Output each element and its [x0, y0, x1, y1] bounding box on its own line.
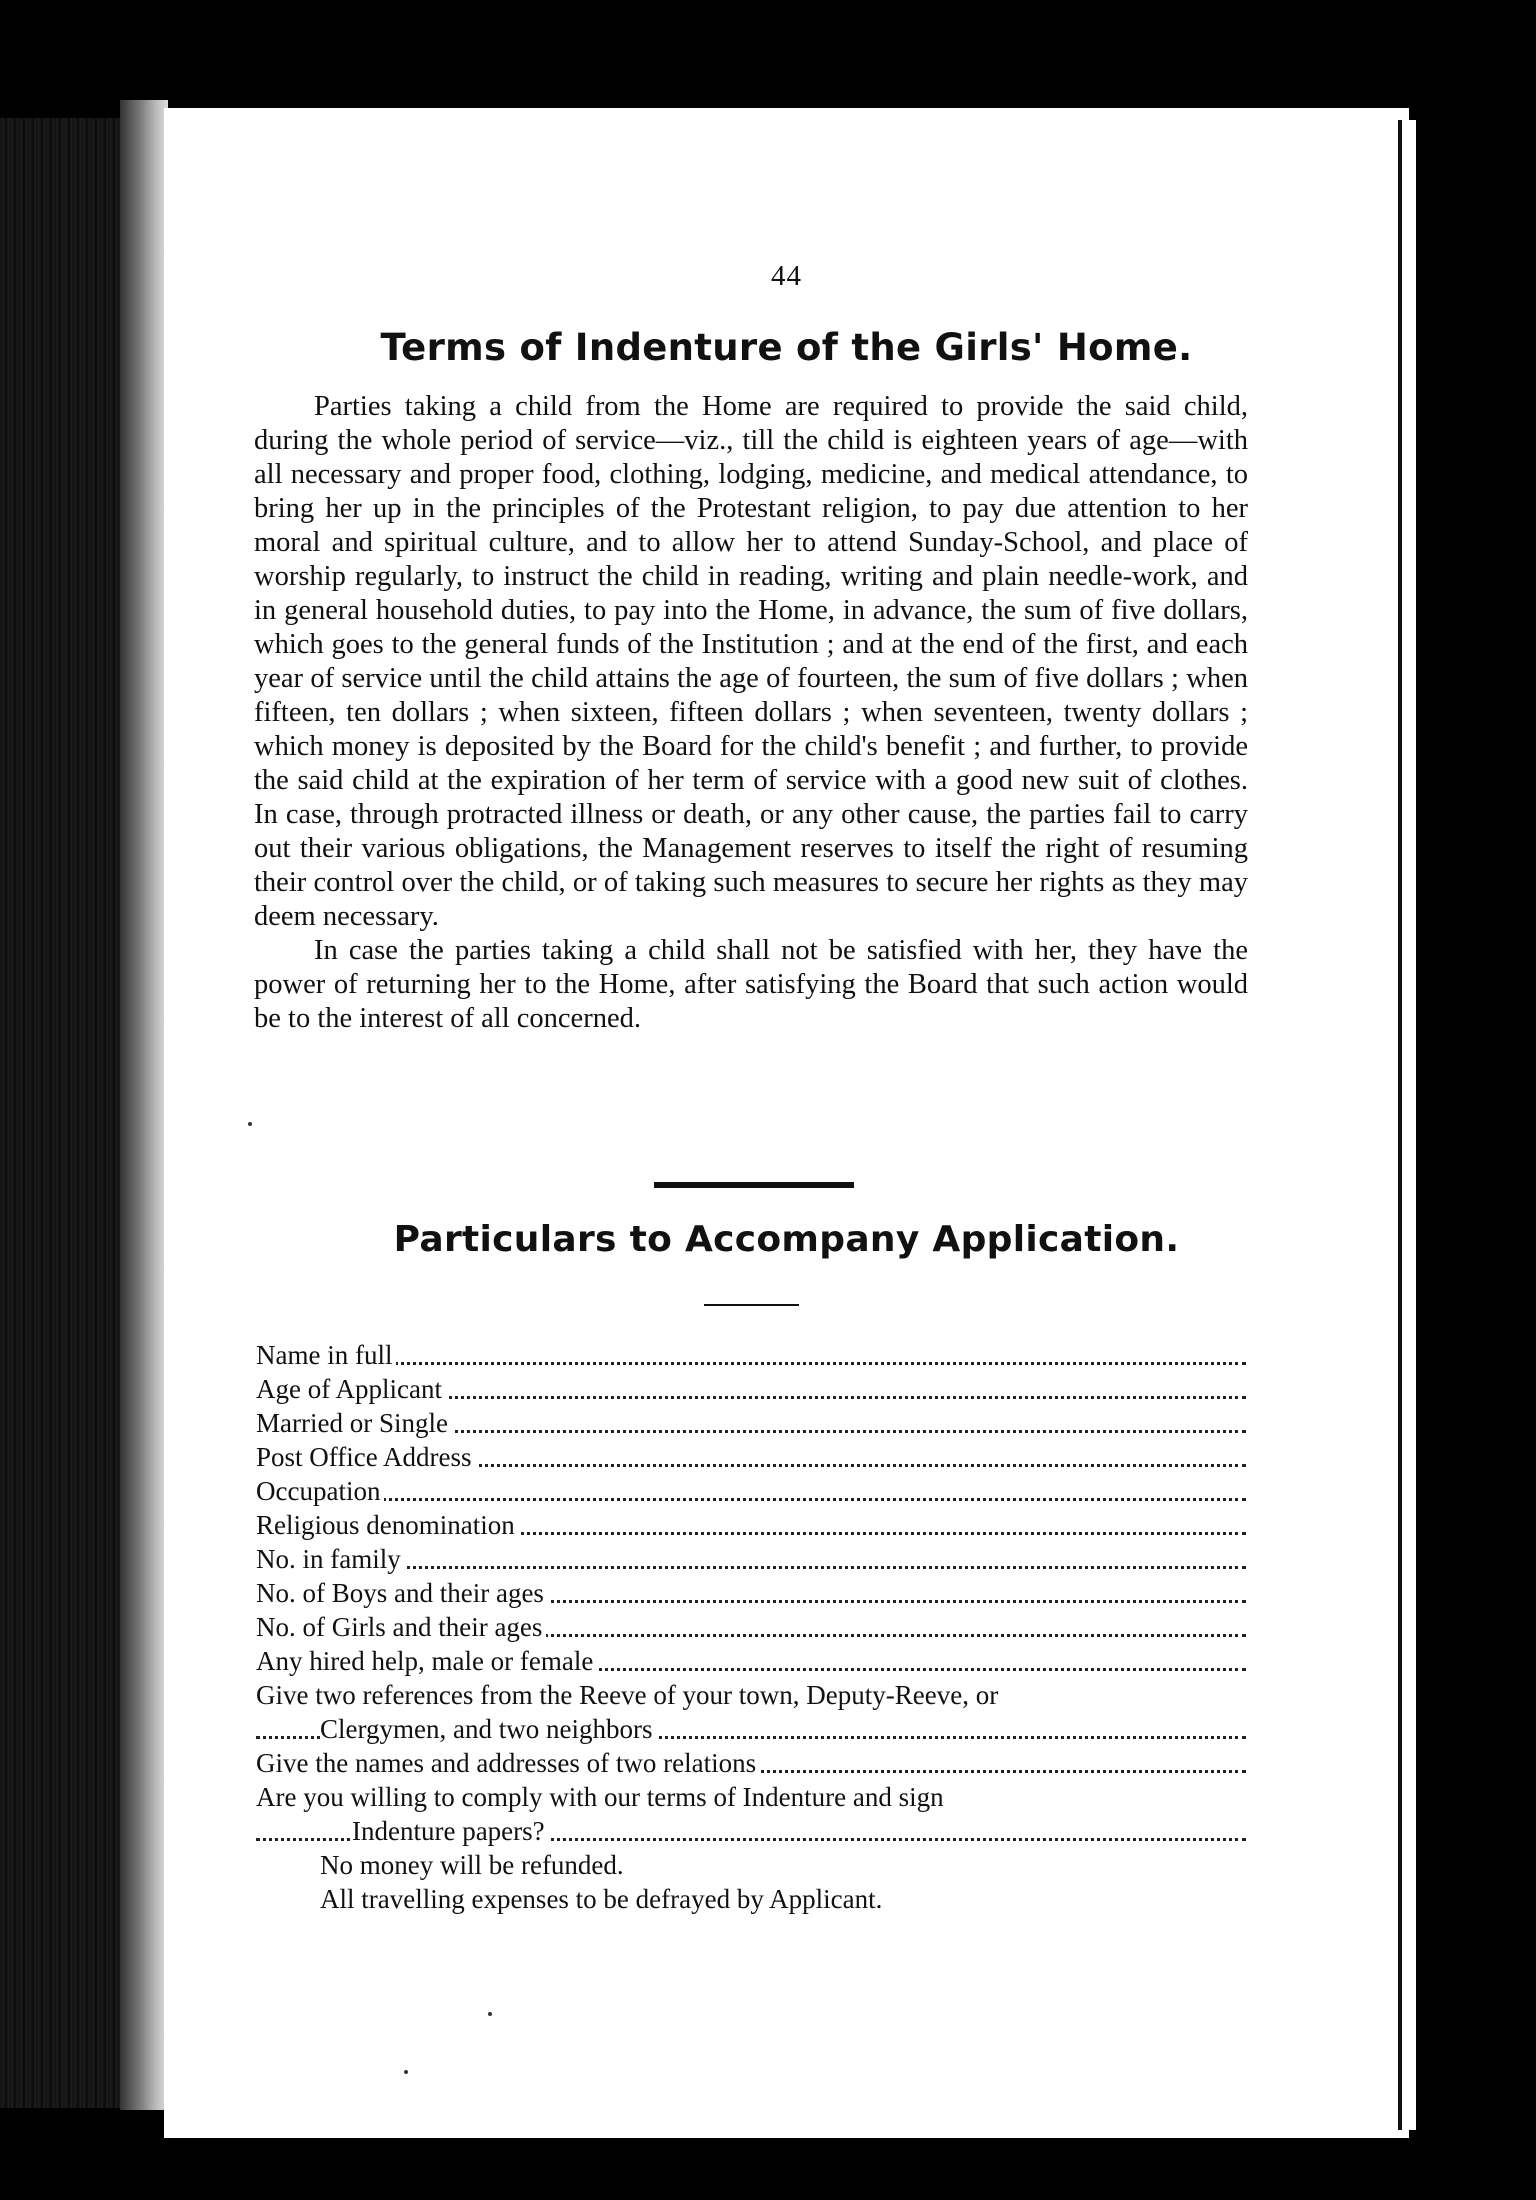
heading-underline-rule [704, 1304, 799, 1306]
section-divider-rule [654, 1182, 854, 1188]
application-particulars-form [256, 1338, 1246, 1916]
facing-page-edge [1398, 120, 1416, 2130]
form-field-indenture-consent-continued [256, 1814, 1246, 1848]
form-field-marital-status [256, 1406, 1246, 1440]
form-field-girls [256, 1610, 1246, 1644]
indenture-terms-text [254, 390, 1248, 1036]
form-field-family-size [256, 1542, 1246, 1576]
print-speck [248, 1122, 252, 1126]
form-field-label: Indenture papers? [352, 1816, 549, 1846]
form-field-label: Name in full [256, 1340, 396, 1370]
form-field-label: Married or Single [256, 1408, 452, 1438]
page-number: 44 [771, 260, 802, 292]
form-field-references-continued [256, 1712, 1246, 1746]
form-field-label: Are you willing to comply with our terms of Indenture and sign [256, 1782, 948, 1812]
form-field-label: No. of Boys and their ages [256, 1578, 548, 1608]
form-field-address [256, 1440, 1246, 1474]
page-stack-edge [120, 100, 168, 2110]
note-travel-expenses: All travelling expenses to be defrayed by Applicant. [320, 1884, 883, 1914]
form-field-hired-help [256, 1644, 1246, 1678]
indenture-paragraph-2: In case the parties taking a child shall not be satisfied with her, they have the power of returning her to the Home, after satisfying the Board that such action would be to the interest of all concerned. [254, 935, 1248, 1034]
form-field-label: Age of Applicant [256, 1374, 446, 1404]
form-field-boys [256, 1576, 1246, 1610]
indenture-paragraph-1: Parties taking a child from the Home are required to provide the said child, during the whole period of service—viz., till the child is eighteen years of age—with all necessary and proper food, clothing, lodging, medicine, and medical attendance, to bring her up in the principles of the Protestant religion, to pay due attention to her moral and spiritual culture, and to allow her to attend Sunday-School, and place of worship regularly, to instruct the child in reading, writing and plain needle-work, and in general household duties, to pay into the Home, in advance, the sum of five dollars, which goes to the general funds of the Institution ; and at the end of the first, and each year of service until the child attains the age of fourteen, the sum of five dollars ; when fifteen, ten dollars ; when sixteen, fifteen dollars ; when seventeen, twenty dollars ; which money is deposited by the Board for the child's benefit ; and further, to provide the said child at the expiration of her term of service with a good new suit of clothes. In case, through protracted illness or death, or any other cause, the parties fail to carry out their various obligations, the Management reserves to itself the right of resuming their control over the child, or of taking such measures to secure her rights as they may deem necessary. [254, 391, 1248, 932]
form-field-age [256, 1372, 1246, 1406]
form-field-indenture-consent [256, 1780, 1246, 1814]
form-field-label: No. in family [256, 1544, 405, 1574]
book-page [164, 108, 1409, 2138]
form-field-religion [256, 1508, 1246, 1542]
form-field-relations [256, 1746, 1246, 1780]
section-heading-particulars: Particulars to Accompany Application. [393, 1219, 1180, 1260]
print-speck [404, 2070, 408, 2074]
form-field-label: Any hired help, male or female [256, 1646, 597, 1676]
print-speck [488, 2012, 492, 2016]
form-field-label: Clergymen, and two neighbors [320, 1714, 656, 1744]
form-field-occupation [256, 1474, 1246, 1508]
form-field-label: Give two references from the Reeve of your town, Deputy-Reeve, or [256, 1680, 1002, 1710]
section-heading-indenture: Terms of Indenture of the Girls' Home. [380, 326, 1193, 369]
form-field-label: No. of Girls and their ages [256, 1612, 546, 1642]
form-field-label: Post Office Address [256, 1442, 476, 1472]
note-no-refund: No money will be refunded. [320, 1850, 624, 1880]
form-field-label: Give the names and addresses of two relations [256, 1748, 760, 1778]
form-field-label: Occupation [256, 1476, 384, 1506]
form-field-name [256, 1338, 1246, 1372]
form-field-label: Religious denomination [256, 1510, 519, 1540]
form-field-references [256, 1678, 1246, 1712]
